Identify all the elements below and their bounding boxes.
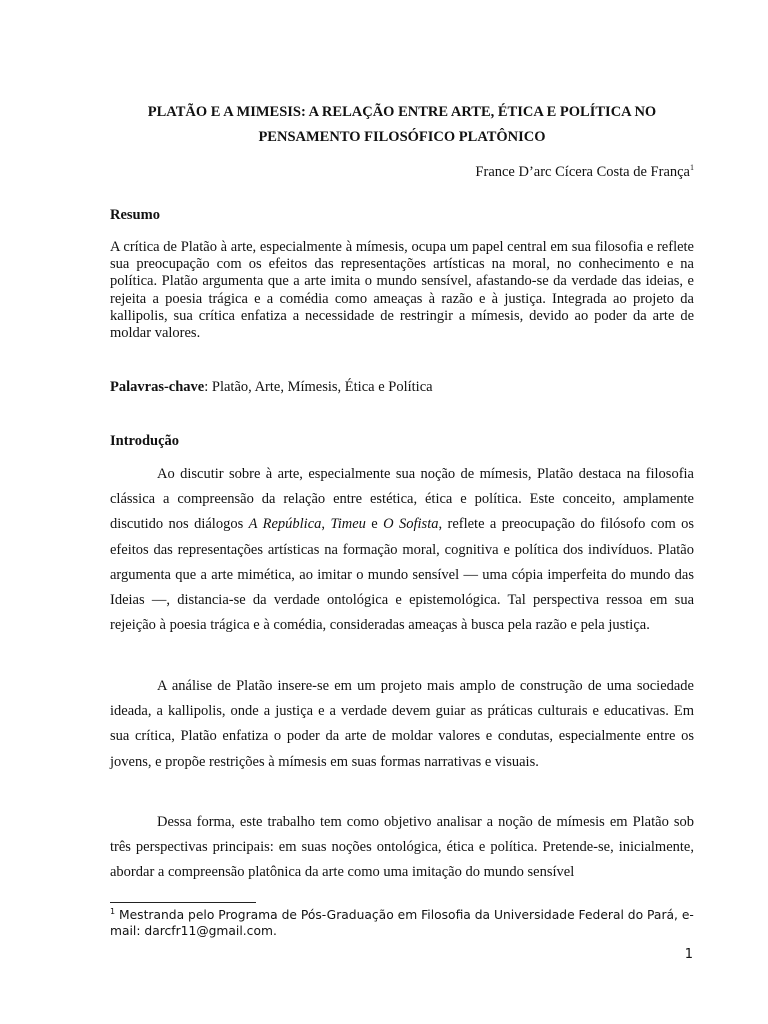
work-title-republica: A República (248, 516, 322, 533)
keywords-line (110, 378, 433, 396)
paragraph1-sep2: e (365, 516, 384, 533)
keywords-text: : Platão, Arte, Mímesis, Ética e Política (204, 379, 433, 395)
document-title: PLATÃO E A MIMESIS: A RELAÇÃO ENTRE ARTE, ÉTICA E POLÍTICA NO PENSAMENTO FILOSÓFICO PLATÔNICO (147, 104, 657, 145)
intro-paragraph-3: Dessa forma, este trabalho tem como objetivo analisar a noção de mímesis em Platão sob três perspectivas principais: em suas noções ontológica, ética e política. Pretende-se, inicialmente, abordar a compreensão platônica da arte como uma imitação do mundo sensível (110, 814, 694, 881)
footnote-divider (110, 902, 256, 903)
footnote (110, 904, 694, 939)
paragraph1-sep1: , (321, 516, 331, 533)
abstract-text: A crítica de Platão à arte, especialmente à mímesis, ocupa um papel central em sua filosofia e reflete sua preocupação com os efeitos das representações artísticas na moral, no conhecimento e na política. Platão argumenta que a arte imita o mundo sensível, afastando-se da verdade das ideias, e rejeita a poesia trágica e a comédia como ameaças à razão e à justiça. Integrada ao projeto da kallipolis, sua crítica enfatiza a necessidade de restringir a mímesis, devido ao poder da arte de moldar valores. (110, 239, 694, 342)
abstract-heading: Resumo (110, 207, 160, 223)
author-footnote-mark[interactable]: 1 (690, 163, 694, 172)
author-line (475, 163, 694, 181)
intro-paragraph-2: A análise de Platão insere-se em um projeto mais amplo de construção de uma sociedade ideada, a kallipolis, onde a justiça e a verdade devem guiar as práticas culturais e educativas. Em sua crítica, Platão enfatiza o poder da arte de moldar valores e condutas, especialmente entre os jovens, e propõe restrições à mímesis em suas formas narrativas e visuais. (110, 678, 694, 770)
author-name: France D’arc Cícera Costa de França (475, 164, 690, 180)
intro-paragraph-1 (110, 462, 694, 638)
footnote-text: Mestranda pelo Programa de Pós-Graduação em Filosofia da Universidade Federal do Pará, e-mail: darcfr11@gmail.com. (110, 908, 694, 939)
work-title-timeu: Timeu (330, 516, 366, 533)
page-number: 1 (684, 947, 693, 962)
paragraph1-part2: , reflete a preocupação do filósofo com os efeitos das representações artísticas na formação moral, cognitiva e política dos indivíduos. Platão argumenta que a arte mimética, ao imitar o mundo sensível — uma cópia imperfeita do mundo das Ideias —, distancia-se da verdade ontológica e epistemológica. Tal perspectiva ressoa em sua rejeição à poesia trágica e à comédia, consideradas ameaças à busca pela razão e pela justiça. (110, 516, 695, 634)
intro-heading: Introdução (110, 433, 180, 449)
keywords-label: Palavras-chave (110, 379, 205, 395)
footnote-mark: 1 (110, 907, 116, 916)
paragraph1-part1: Ao discutir sobre à arte, especialmente sua noção de mímesis, Platão destaca na filosofia clássica a compreensão da relação entre estética, ética e política. Este conceito, amplamente discutido nos diálogos (110, 466, 694, 533)
work-title-sofista: O Sofista (383, 516, 439, 533)
